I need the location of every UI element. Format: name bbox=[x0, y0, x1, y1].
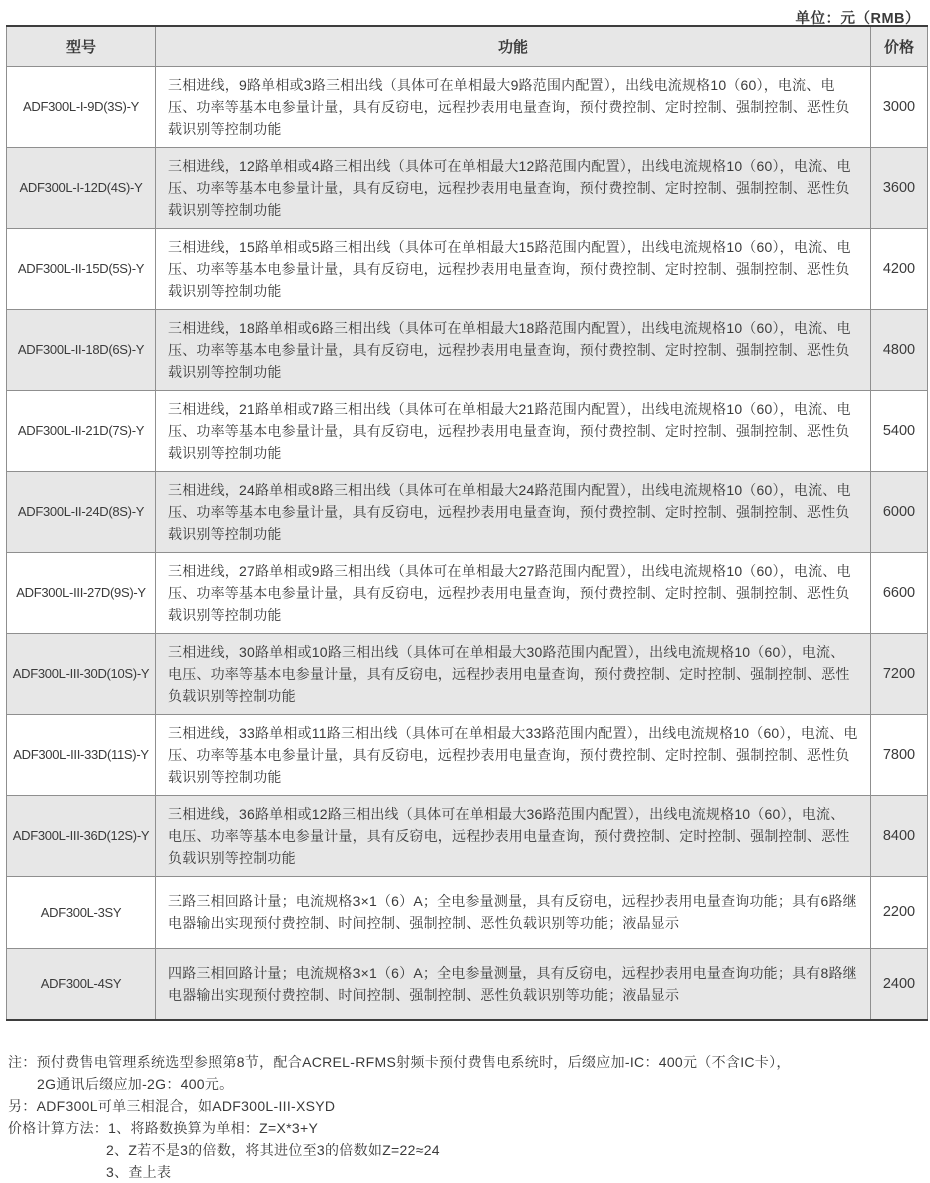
function-cell: 三相进线，12路单相或4路三相出线（具体可在单相最大12路范围内配置），出线电流规格10（60），电流、电压、功率等基本电参量计量，具有反窃电，远程抄表用电量查询，预付费控制、定时控制、强制控制、恶性负载识别等控制功能 bbox=[156, 147, 871, 228]
function-cell: 三相进线，18路单相或6路三相出线（具体可在单相最大18路范围内配置），出线电流规格10（60），电流、电压、功率等基本电参量计量，具有反窃电，远程抄表用电量查询，预付费控制、定时控制、强制控制、恶性负载识别等控制功能 bbox=[156, 309, 871, 390]
price-cell: 7800 bbox=[871, 714, 928, 795]
model-cell: ADF300L-II-21D(7S)-Y bbox=[7, 390, 156, 471]
price-cell: 7200 bbox=[871, 633, 928, 714]
price-cell: 4200 bbox=[871, 228, 928, 309]
footnote-line: 另：ADF300L可单三相混合，如ADF300L-III-XSYD bbox=[8, 1098, 336, 1114]
table-header bbox=[7, 26, 928, 66]
footnote-line: 3、查上表 bbox=[106, 1164, 172, 1180]
footnote-line: 价格计算方法：1、将路数换算为单相：Z=X*3+Y bbox=[8, 1120, 319, 1136]
price-cell: 8400 bbox=[871, 795, 928, 876]
model-cell: ADF300L-III-30D(10S)-Y bbox=[7, 633, 156, 714]
function-cell: 三路三相回路计量；电流规格3×1（6）A；全电参量测量，具有反窃电，远程抄表用电量查询功能；具有6路继电器输出实现预付费控制、时间控制、强制控制、恶性负载识别等功能；液晶显示 bbox=[156, 876, 871, 948]
model-cell: ADF300L-III-36D(12S)-Y bbox=[7, 795, 156, 876]
table-row bbox=[7, 66, 928, 147]
price-cell: 4800 bbox=[871, 309, 928, 390]
header-price: 价格 bbox=[871, 26, 928, 66]
function-cell: 三相进线，30路单相或10路三相出线（具体可在单相最大30路范围内配置），出线电流规格10（60），电流、电压、功率等基本电参量计量，具有反窃电，远程抄表用电量查询，预付费控制、定时控制、强制控制、恶性负载识别等控制功能 bbox=[156, 633, 871, 714]
model-cell: ADF300L-III-27D(9S)-Y bbox=[7, 552, 156, 633]
price-cell: 6600 bbox=[871, 552, 928, 633]
price-cell: 3600 bbox=[871, 147, 928, 228]
price-cell: 2400 bbox=[871, 948, 928, 1020]
table-body bbox=[7, 66, 928, 1020]
function-cell: 三相进线，21路单相或7路三相出线（具体可在单相最大21路范围内配置），出线电流规格10（60），电流、电压、功率等基本电参量计量，具有反窃电，远程抄表用电量查询，预付费控制、定时控制、强制控制、恶性负载识别等控制功能 bbox=[156, 390, 871, 471]
function-cell: 三相进线，33路单相或11路三相出线（具体可在单相最大33路范围内配置），出线电流规格10（60），电流、电压、功率等基本电参量计量，具有反窃电，远程抄表用电量查询，预付费控制、定时控制、强制控制、恶性负载识别等控制功能 bbox=[156, 714, 871, 795]
table-row bbox=[7, 795, 928, 876]
function-cell: 三相进线，9路单相或3路三相出线（具体可在单相最大9路范围内配置），出线电流规格10（60），电流、电压、功率等基本电参量计量，具有反窃电，远程抄表用电量查询，预付费控制、定时控制、强制控制、恶性负载识别等控制功能 bbox=[156, 66, 871, 147]
price-cell: 5400 bbox=[871, 390, 928, 471]
table-row bbox=[7, 948, 928, 1020]
model-cell: ADF300L-3SY bbox=[7, 876, 156, 948]
function-cell: 四路三相回路计量；电流规格3×1（6）A；全电参量测量，具有反窃电，远程抄表用电量查询功能；具有8路继电器输出实现预付费控制、时间控制、强制控制、恶性负载识别等功能；液晶显示 bbox=[156, 948, 871, 1020]
table-row bbox=[7, 390, 928, 471]
table-row bbox=[7, 714, 928, 795]
table-row bbox=[7, 309, 928, 390]
model-cell: ADF300L-II-18D(6S)-Y bbox=[7, 309, 156, 390]
header-function: 功能 bbox=[156, 26, 871, 66]
footnote-line: 2G通讯后缀应加-2G：400元。 bbox=[37, 1076, 234, 1092]
model-cell: ADF300L-I-9D(3S)-Y bbox=[7, 66, 156, 147]
table-row bbox=[7, 471, 928, 552]
model-cell: ADF300L-I-12D(4S)-Y bbox=[7, 147, 156, 228]
table-row bbox=[7, 633, 928, 714]
model-cell: ADF300L-4SY bbox=[7, 948, 156, 1020]
table-row bbox=[7, 147, 928, 228]
function-cell: 三相进线，24路单相或8路三相出线（具体可在单相最大24路范围内配置），出线电流规格10（60），电流、电压、功率等基本电参量计量，具有反窃电，远程抄表用电量查询，预付费控制、定时控制、强制控制、恶性负载识别等控制功能 bbox=[156, 471, 871, 552]
table-row bbox=[7, 228, 928, 309]
footnote-line: 2、Z若不是3的倍数，将其进位至3的倍数如Z=22≈24 bbox=[106, 1142, 440, 1158]
price-cell: 6000 bbox=[871, 471, 928, 552]
model-cell: ADF300L-II-24D(8S)-Y bbox=[7, 471, 156, 552]
unit-label: 单位：元（RMB） bbox=[795, 11, 920, 27]
function-cell: 三相进线，36路单相或12路三相出线（具体可在单相最大36路范围内配置），出线电流规格10（60），电流、电压、功率等基本电参量计量，具有反窃电，远程抄表用电量查询，预付费控制、定时控制、强制控制、恶性负载识别等控制功能 bbox=[156, 795, 871, 876]
table-row bbox=[7, 552, 928, 633]
function-cell: 三相进线，15路单相或5路三相出线（具体可在单相最大15路范围内配置），出线电流规格10（60），电流、电压、功率等基本电参量计量，具有反窃电，远程抄表用电量查询，预付费控制、定时控制、强制控制、恶性负载识别等控制功能 bbox=[156, 228, 871, 309]
header-model: 型号 bbox=[7, 26, 156, 66]
function-cell: 三相进线，27路单相或9路三相出线（具体可在单相最大27路范围内配置），出线电流规格10（60），电流、电压、功率等基本电参量计量，具有反窃电，远程抄表用电量查询，预付费控制、定时控制、强制控制、恶性负载识别等控制功能 bbox=[156, 552, 871, 633]
table-row bbox=[7, 876, 928, 948]
footnote-line: 注：预付费售电管理系统选型参照第8节，配合ACREL-RFMS射频卡预付费售电系统时，后缀应加-IC：400元（不含IC卡）， bbox=[8, 1054, 791, 1070]
price-cell: 2200 bbox=[871, 876, 928, 948]
footnotes bbox=[8, 1051, 930, 1183]
price-table bbox=[6, 25, 928, 1021]
price-cell: 3000 bbox=[871, 66, 928, 147]
model-cell: ADF300L-III-33D(11S)-Y bbox=[7, 714, 156, 795]
model-cell: ADF300L-II-15D(5S)-Y bbox=[7, 228, 156, 309]
